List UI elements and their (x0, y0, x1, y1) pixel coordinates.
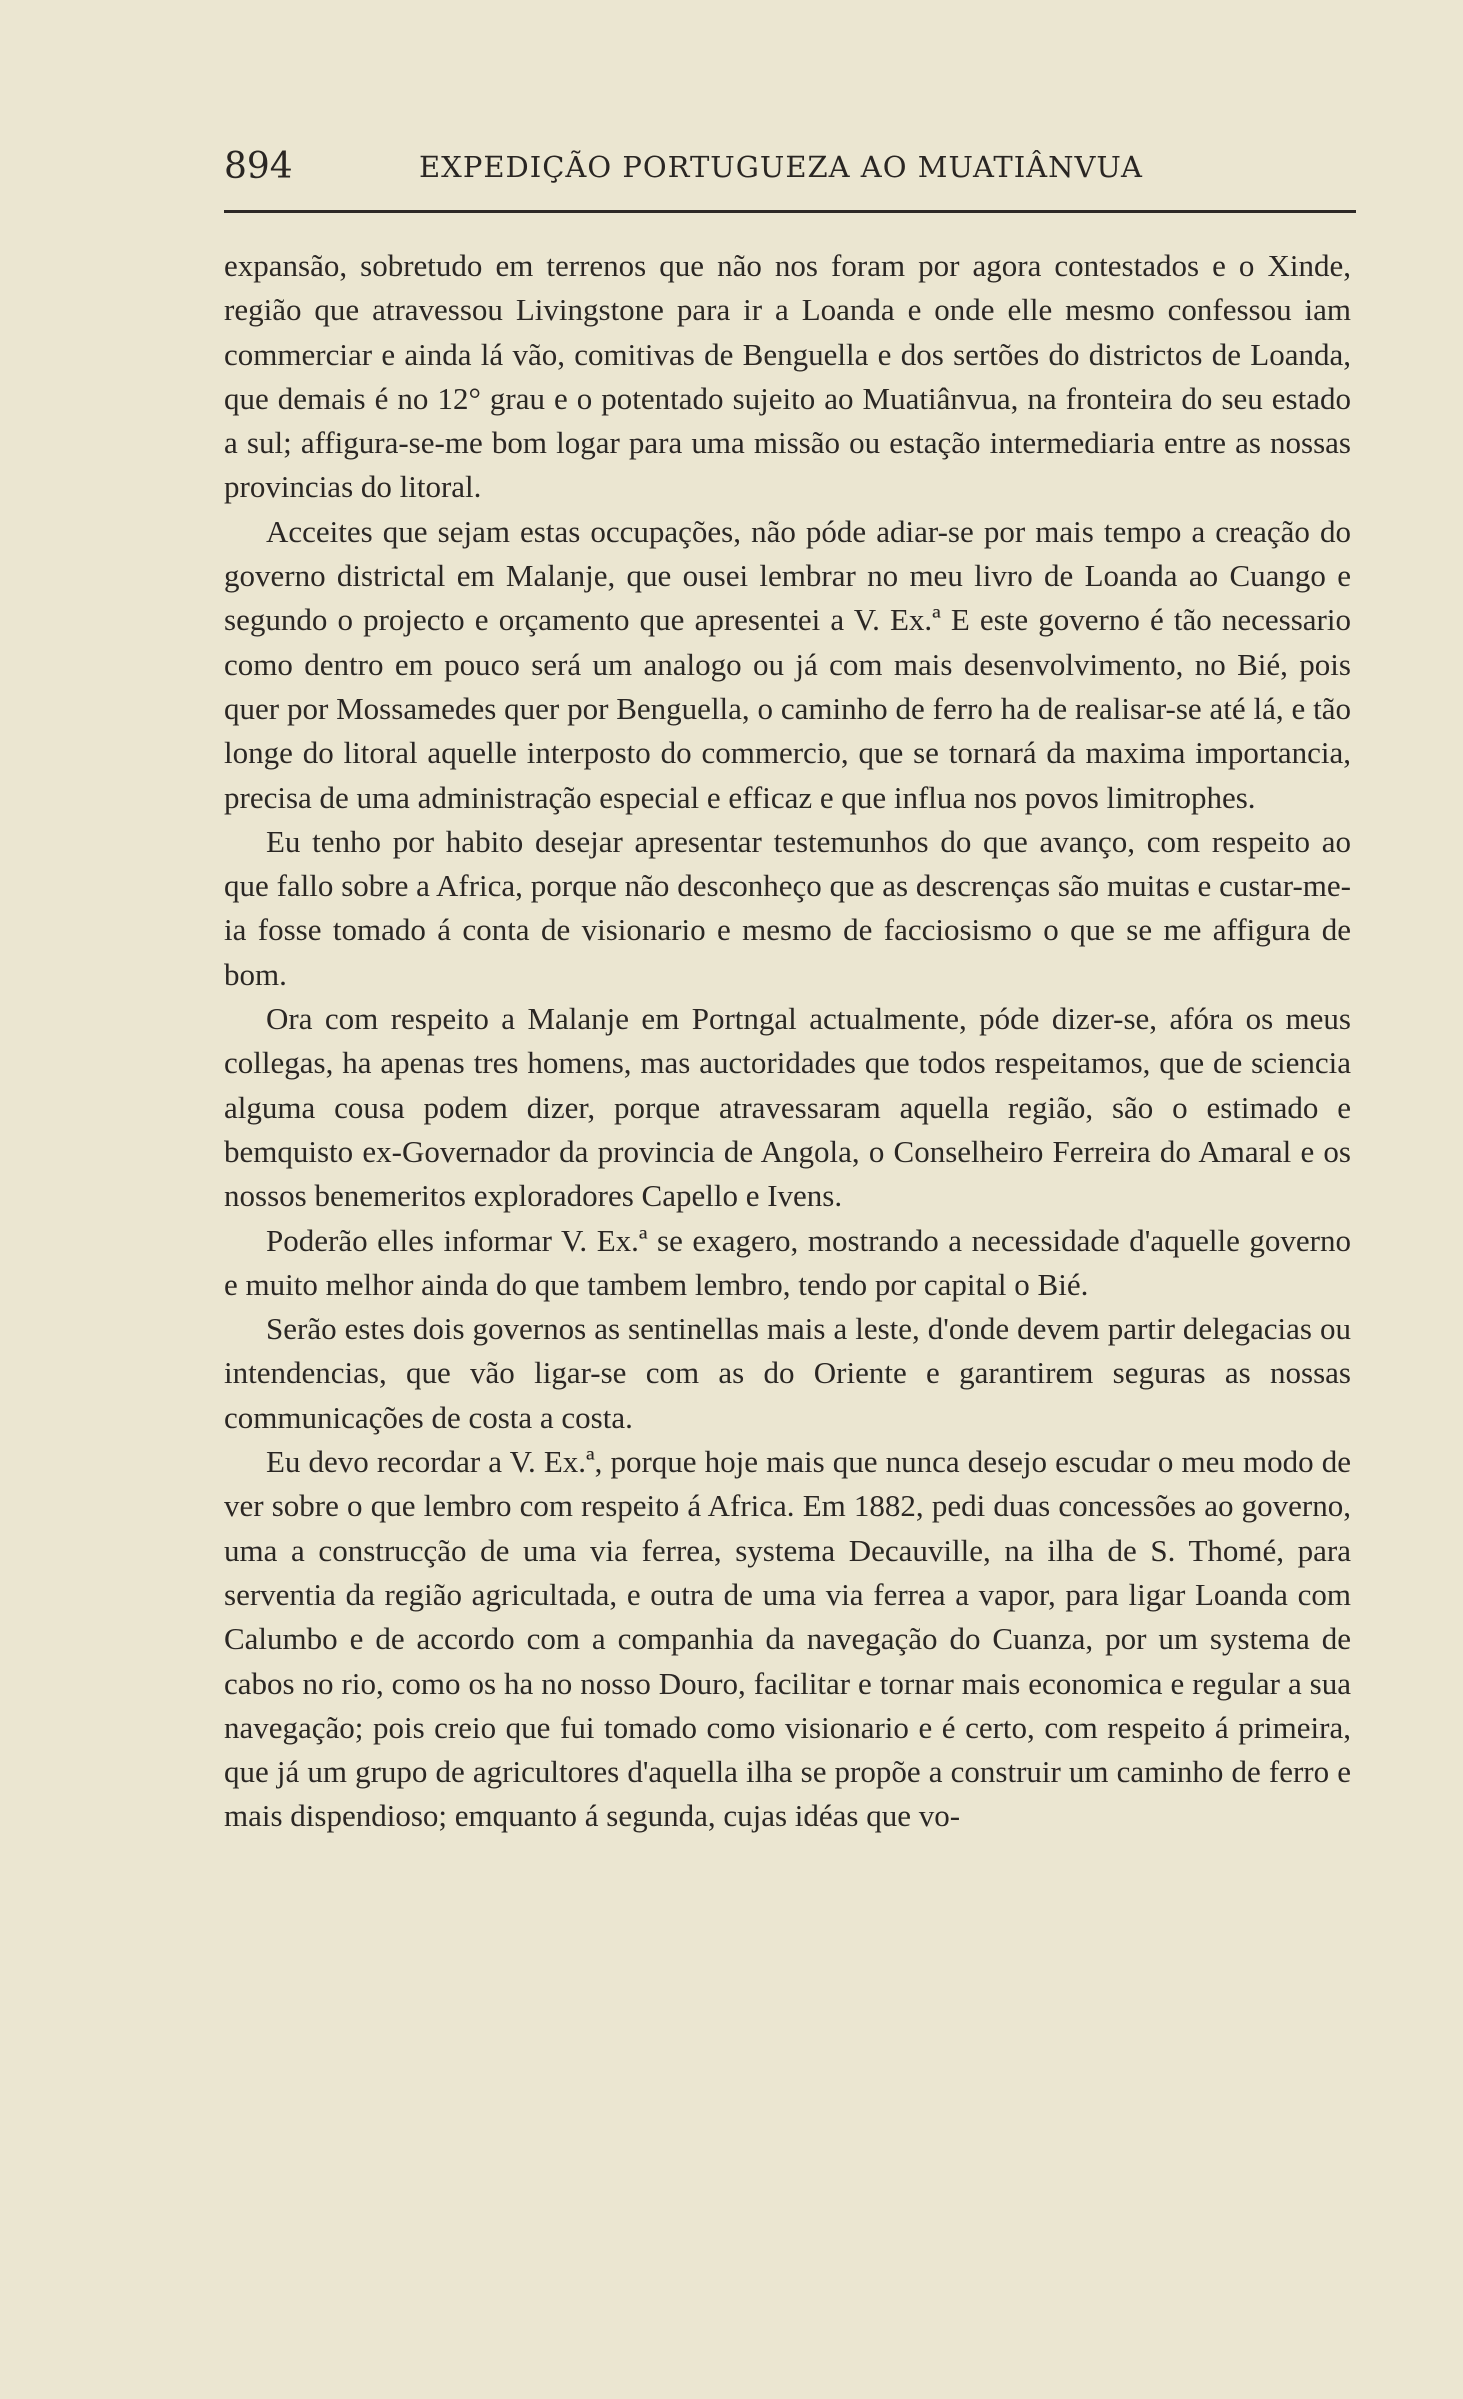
paragraph: Acceites que sejam estas occupações, não póde adiar-se por mais tempo a creação do governo districtal em Malanje, que ousei lembrar no meu livro de Loanda ao Cuango e segundo o projecto e orçamento que apresentei a V. Ex.ª E este governo é tão necessario como dentro em pouco será um analogo ou já com mais desenvolvimento, no Bié, pois quer por Mossamedes quer por Benguella, o caminho de ferro ha de realisar-se até lá, e tão longe do litoral aquelle interposto do commercio, que se tornará da maxima importancia, precisa de uma administração especial e efficaz e que influa nos povos limitrophes. (224, 513, 1351, 815)
paragraph: Poderão elles informar V. Ex.ª se exagero, mostrando a necessidade d'aquelle governo e muito melhor ainda do que tambem lembro, tendo por capital o Bié. (224, 1222, 1351, 1302)
paragraph: Eu tenho por habito desejar apresentar testemunhos do que avanço, com respeito ao que fallo sobre a Africa, porque não desconheço que as descrenças são muitas e custar-me-ia fosse tomado á conta de visionario e mesmo de facciosismo o que se me affigura de bom. (224, 823, 1351, 992)
page-number: 894 (224, 146, 293, 187)
paragraph: Eu devo recordar a V. Ex.ª, porque hoje mais que nunca desejo escudar o meu modo de ver sobre o que lembro com respeito á Africa. Em 1882, pedi duas concessões ao governo, uma a construcção de uma via ferrea, systema Decauville, na ilha de S. Thomé, para serventia da região agricultada, e outra de uma via ferrea a vapor, para ligar Loanda com Calumbo e de accordo com a companhia da navegação do Cuanza, por um systema de cabos no rio, como os ha no nosso Douro, facilitar e tornar mais economica e regular a sua navegação; pois creio que fui tomado como visionario e é certo, com respeito á primeira, que já um grupo de agricultores d'aquella ilha se propõe a construir um caminho de ferro e mais dispendioso; emquanto á segunda, cujas idéas que vo- (224, 1444, 1351, 1834)
running-title: EXPEDIÇÃO PORTUGUEZA AO MUATIÂNVUA (419, 150, 1143, 184)
body-text (224, 244, 1351, 1839)
header-rule (224, 210, 1356, 213)
paragraph: Serão estes dois governos as sentinellas mais a leste, d'onde devem partir delegacias ou intendencias, que vão ligar-se com as do Oriente e garantirem seguras as nossas communicações de costa a costa. (224, 1311, 1351, 1435)
paragraph: Ora com respeito a Malanje em Portngal actualmente, póde dizer-se, afóra os meus collegas, ha apenas tres homens, mas auctoridades que todos respeitamos, que de sciencia alguma cousa podem dizer, porque atravessaram aquella região, são o estimado e bemquisto ex-Governador da provincia de Angola, o Conselheiro Ferreira do Amaral e os nossos benemeritos exploradores Capello e Ivens. (224, 1001, 1351, 1214)
page-header (224, 140, 1356, 200)
paragraph: expansão, sobretudo em terrenos que não nos foram por agora contestados e o Xinde, região que atravessou Livingstone para ir a Loanda e onde elle mesmo confessou iam commerciar e ainda lá vão, comitivas de Benguella e dos sertões do districtos de Loanda, que demais é no 12° grau e o potentado sujeito ao Muatiânvua, na fronteira do seu estado a sul; affigura-se-me bom logar para uma missão ou estação intermediaria entre as nossas provincias do litoral. (224, 248, 1351, 505)
